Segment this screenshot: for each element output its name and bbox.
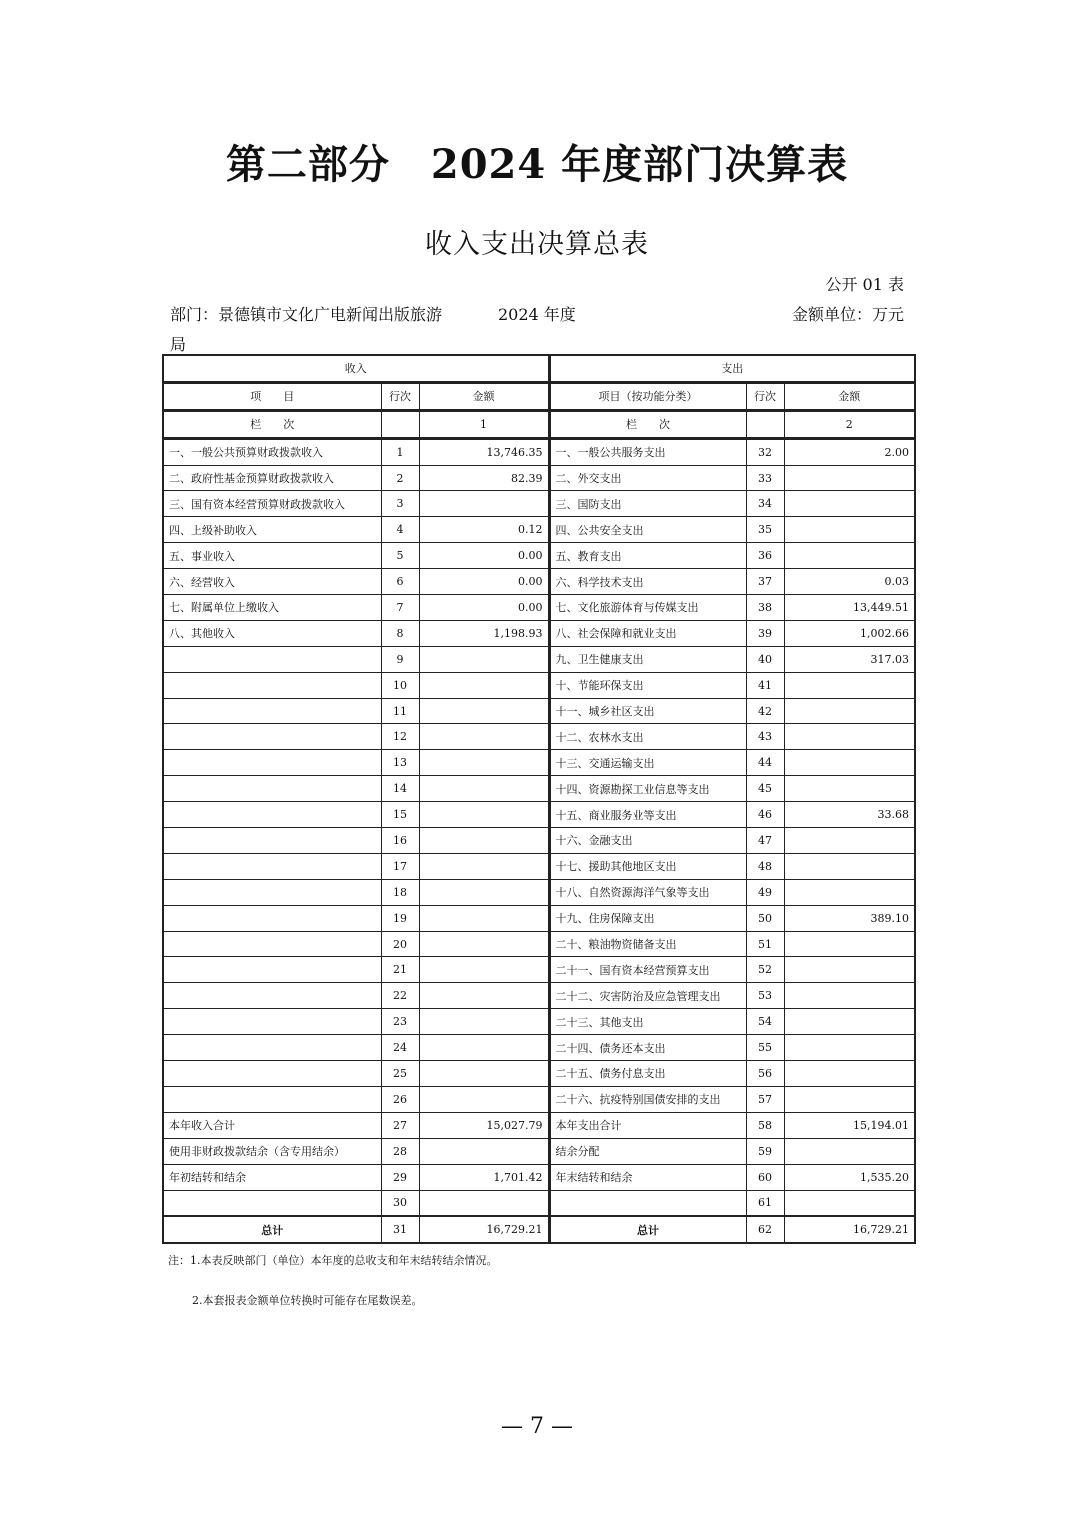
income-amount [419,672,549,698]
note-2: 2.本套报表金额单位转换时可能存在尾数误差。 [192,1294,423,1307]
expense-item: 九、卫生健康支出 [549,646,746,672]
col-line2: 行次 [746,382,784,410]
income-amount [419,698,549,724]
expense-amount [784,1061,915,1087]
income-item [163,724,381,750]
income-line-no: 16 [381,828,419,854]
expense-line-no: 43 [746,724,784,750]
income-line-no: 19 [381,905,419,931]
expense-item: 十一、城乡社区支出 [549,698,746,724]
table-row [163,1061,915,1087]
income-amount [419,957,549,983]
expense-amount [784,879,915,905]
expense-line-no: 61 [746,1190,784,1216]
income-amount [419,1138,549,1164]
income-amount: 15,027.79 [419,1112,549,1138]
expense-item: 总计 [549,1216,746,1243]
total-row [163,1216,915,1243]
expense-amount [784,1190,915,1216]
expense-item: 二十一、国有资本经营预算支出 [549,957,746,983]
income-item [163,957,381,983]
income-amount: 13,746.35 [419,438,549,465]
expense-amount [784,983,915,1009]
income-line-no: 14 [381,776,419,802]
expense-line-no: 46 [746,802,784,828]
income-amount [419,1035,549,1061]
lanci-right: 栏 次 [549,410,746,438]
income-line-no: 4 [381,517,419,543]
table-row [163,776,915,802]
expense-amount [784,750,915,776]
expense-amount: 2.00 [784,438,915,465]
expense-amount: 0.03 [784,569,915,595]
income-item [163,1009,381,1035]
income-amount: 16,729.21 [419,1216,549,1243]
income-line-no: 30 [381,1190,419,1216]
expense-item: 二十、粮油物资储备支出 [549,931,746,957]
expense-line-no: 58 [746,1112,784,1138]
income-line-no: 28 [381,1138,419,1164]
lanci-right-empty [746,410,784,438]
income-line-no: 15 [381,802,419,828]
expense-amount: 317.03 [784,646,915,672]
income-amount: 0.12 [419,517,549,543]
income-item [163,853,381,879]
income-item: 总计 [163,1216,381,1243]
income-amount: 1,198.93 [419,620,549,646]
income-item [163,802,381,828]
expense-item: 本年支出合计 [549,1112,746,1138]
column-header-row [163,382,915,410]
table-row [163,646,915,672]
lanci-right-no: 2 [784,410,915,438]
income-amount: 82.39 [419,465,549,491]
income-amount [419,828,549,854]
income-line-no: 7 [381,595,419,621]
expense-line-no: 39 [746,620,784,646]
expense-item [549,1190,746,1216]
income-amount [419,491,549,517]
expense-line-no: 37 [746,569,784,595]
income-line-no: 24 [381,1035,419,1061]
expense-item: 八、社会保障和就业支出 [549,620,746,646]
income-item: 三、国有资本经营预算财政拨款收入 [163,491,381,517]
table-row [163,957,915,983]
summary-row [163,1112,915,1138]
table-row [163,879,915,905]
note-1: 注：1.本表反映部门（单位）本年度的总收支和年末结转结余情况。 [168,1254,498,1267]
income-item [163,672,381,698]
income-amount [419,879,549,905]
table-row [163,698,915,724]
table-row [163,802,915,828]
department-label: 部门：景德镇市文化广电新闻出版旅游局 [170,305,443,354]
summary-row [163,1138,915,1164]
expense-line-no: 52 [746,957,784,983]
expense-amount: 16,729.21 [784,1216,915,1243]
income-item: 年初结转和结余 [163,1164,381,1190]
col-amount: 金额 [419,382,549,410]
income-amount: 0.00 [419,543,549,569]
income-line-no: 12 [381,724,419,750]
expense-amount [784,543,915,569]
expense-item: 十二、农林水支出 [549,724,746,750]
lanci-left: 栏 次 [163,410,381,438]
expense-item: 十九、住房保障支出 [549,905,746,931]
income-amount [419,724,549,750]
table-row [163,517,915,543]
expense-amount [784,491,915,517]
expense-line-no: 50 [746,905,784,931]
expense-amount: 13,449.51 [784,595,915,621]
expense-amount [784,957,915,983]
table-row [163,438,915,465]
income-amount [419,1086,549,1112]
expense-item: 十、节能环保支出 [549,672,746,698]
expense-line-no: 32 [746,438,784,465]
income-line-no: 27 [381,1112,419,1138]
year-label: 2024 年度 [498,305,576,324]
income-line-no: 1 [381,438,419,465]
expense-amount [784,776,915,802]
income-line-no: 13 [381,750,419,776]
expense-item: 十四、资源勘探工业信息等支出 [549,776,746,802]
expense-header: 支出 [549,355,915,382]
table-row [163,1035,915,1061]
income-amount: 1,701.42 [419,1164,549,1190]
table-title: 收入支出决算总表 [425,229,649,260]
income-item: 五、事业收入 [163,543,381,569]
income-amount [419,802,549,828]
income-item [163,1061,381,1087]
lanci-left-no: 1 [419,410,549,438]
income-amount [419,750,549,776]
income-line-no: 20 [381,931,419,957]
expense-line-no: 40 [746,646,784,672]
income-item [163,828,381,854]
income-line-no: 21 [381,957,419,983]
expense-line-no: 45 [746,776,784,802]
income-line-no: 18 [381,879,419,905]
expense-amount: 15,194.01 [784,1112,915,1138]
expense-amount [784,724,915,750]
summary-row [163,1164,915,1190]
expense-line-no: 34 [746,491,784,517]
col-item-func: 项目（按功能分类） [549,382,746,410]
summary-row [163,1190,915,1216]
income-item [163,879,381,905]
income-amount [419,983,549,1009]
table-row [163,1086,915,1112]
income-amount [419,776,549,802]
table-row [163,724,915,750]
income-amount: 0.00 [419,569,549,595]
expense-line-no: 41 [746,672,784,698]
income-line-no: 3 [381,491,419,517]
expense-item: 四、公共安全支出 [549,517,746,543]
income-amount [419,646,549,672]
expense-item: 结余分配 [549,1138,746,1164]
income-item [163,905,381,931]
column-index-row [163,410,915,438]
income-line-no: 22 [381,983,419,1009]
expense-item: 二十五、债务付息支出 [549,1061,746,1087]
income-line-no: 25 [381,1061,419,1087]
income-amount: 0.00 [419,595,549,621]
income-line-no: 23 [381,1009,419,1035]
expense-amount [784,1086,915,1112]
expense-line-no: 55 [746,1035,784,1061]
table-row [163,465,915,491]
expense-item: 五、教育支出 [549,543,746,569]
table-row [163,595,915,621]
income-line-no: 26 [381,1086,419,1112]
income-amount [419,931,549,957]
expense-item: 七、文化旅游体育与传媒支出 [549,595,746,621]
expense-line-no: 53 [746,983,784,1009]
income-item [163,750,381,776]
expense-item: 二十二、灾害防治及应急管理支出 [549,983,746,1009]
expense-amount [784,698,915,724]
expense-amount: 33.68 [784,802,915,828]
expense-amount [784,672,915,698]
income-amount [419,1190,549,1216]
income-item [163,776,381,802]
income-line-no: 9 [381,646,419,672]
expense-item: 二十六、抗疫特别国债安排的支出 [549,1086,746,1112]
expense-amount: 389.10 [784,905,915,931]
section-header-row [163,355,915,382]
unit-label: 金额单位：万元 [791,305,904,324]
table-row [163,905,915,931]
expense-amount: 1,002.66 [784,620,915,646]
income-item [163,983,381,1009]
expense-line-no: 60 [746,1164,784,1190]
income-item: 六、经营收入 [163,569,381,595]
page-title: 第二部分 2024 年度部门决算表 [225,141,849,188]
col-amount2: 金额 [784,382,915,410]
expense-item: 年末结转和结余 [549,1164,746,1190]
form-number: 公开 01 表 [825,275,904,294]
expense-line-no: 62 [746,1216,784,1243]
income-line-no: 29 [381,1164,419,1190]
expense-item: 一、一般公共服务支出 [549,438,746,465]
expense-item: 十五、商业服务业等支出 [549,802,746,828]
income-item [163,1035,381,1061]
expense-amount [784,828,915,854]
income-line-no: 8 [381,620,419,646]
expense-line-no: 57 [746,1086,784,1112]
expense-line-no: 54 [746,1009,784,1035]
lanci-left-empty [381,410,419,438]
income-amount [419,1061,549,1087]
table-row [163,491,915,517]
expense-amount [784,465,915,491]
expense-line-no: 49 [746,879,784,905]
expense-amount [784,931,915,957]
income-amount [419,1009,549,1035]
expense-line-no: 33 [746,465,784,491]
income-line-no: 2 [381,465,419,491]
budget-table [162,354,916,1244]
expense-item: 二、外交支出 [549,465,746,491]
income-item: 本年收入合计 [163,1112,381,1138]
expense-amount [784,853,915,879]
income-item: 四、上级补助收入 [163,517,381,543]
expense-line-no: 36 [746,543,784,569]
expense-amount [784,1009,915,1035]
col-item: 项 目 [163,382,381,410]
expense-line-no: 47 [746,828,784,854]
income-item: 八、其他收入 [163,620,381,646]
income-line-no: 11 [381,698,419,724]
expense-item: 三、国防支出 [549,491,746,517]
table-row [163,1009,915,1035]
income-item [163,931,381,957]
income-item [163,646,381,672]
expense-amount [784,1035,915,1061]
expense-item: 二十四、债务还本支出 [549,1035,746,1061]
income-header: 收入 [163,355,549,382]
expense-line-no: 44 [746,750,784,776]
expense-line-no: 59 [746,1138,784,1164]
expense-item: 六、科学技术支出 [549,569,746,595]
table-row [163,543,915,569]
table-row [163,983,915,1009]
expense-line-no: 38 [746,595,784,621]
expense-line-no: 48 [746,853,784,879]
expense-amount [784,1138,915,1164]
table-row [163,620,915,646]
expense-item: 十八、自然资源海洋气象等支出 [549,879,746,905]
income-line-no: 17 [381,853,419,879]
expense-amount: 1,535.20 [784,1164,915,1190]
col-line: 行次 [381,382,419,410]
expense-item: 十三、交通运输支出 [549,750,746,776]
income-amount [419,905,549,931]
income-line-no: 31 [381,1216,419,1243]
table-row [163,853,915,879]
income-line-no: 10 [381,672,419,698]
expense-item: 十七、援助其他地区支出 [549,853,746,879]
income-line-no: 5 [381,543,419,569]
expense-line-no: 35 [746,517,784,543]
income-item [163,1086,381,1112]
expense-line-no: 56 [746,1061,784,1087]
income-item: 七、附属单位上缴收入 [163,595,381,621]
expense-line-no: 51 [746,931,784,957]
expense-item: 二十三、其他支出 [549,1009,746,1035]
income-item: 一、一般公共预算财政拨款收入 [163,438,381,465]
income-item: 二、政府性基金预算财政拨款收入 [163,465,381,491]
income-amount [419,853,549,879]
page-number: — 7 — [501,1414,573,1439]
expense-line-no: 42 [746,698,784,724]
income-line-no: 6 [381,569,419,595]
income-item [163,698,381,724]
table-row [163,569,915,595]
table-row [163,750,915,776]
income-item: 使用非财政拨款结余（含专用结余） [163,1138,381,1164]
table-row [163,828,915,854]
expense-amount [784,517,915,543]
table-row [163,931,915,957]
income-item [163,1190,381,1216]
expense-item: 十六、金融支出 [549,828,746,854]
table-row [163,672,915,698]
